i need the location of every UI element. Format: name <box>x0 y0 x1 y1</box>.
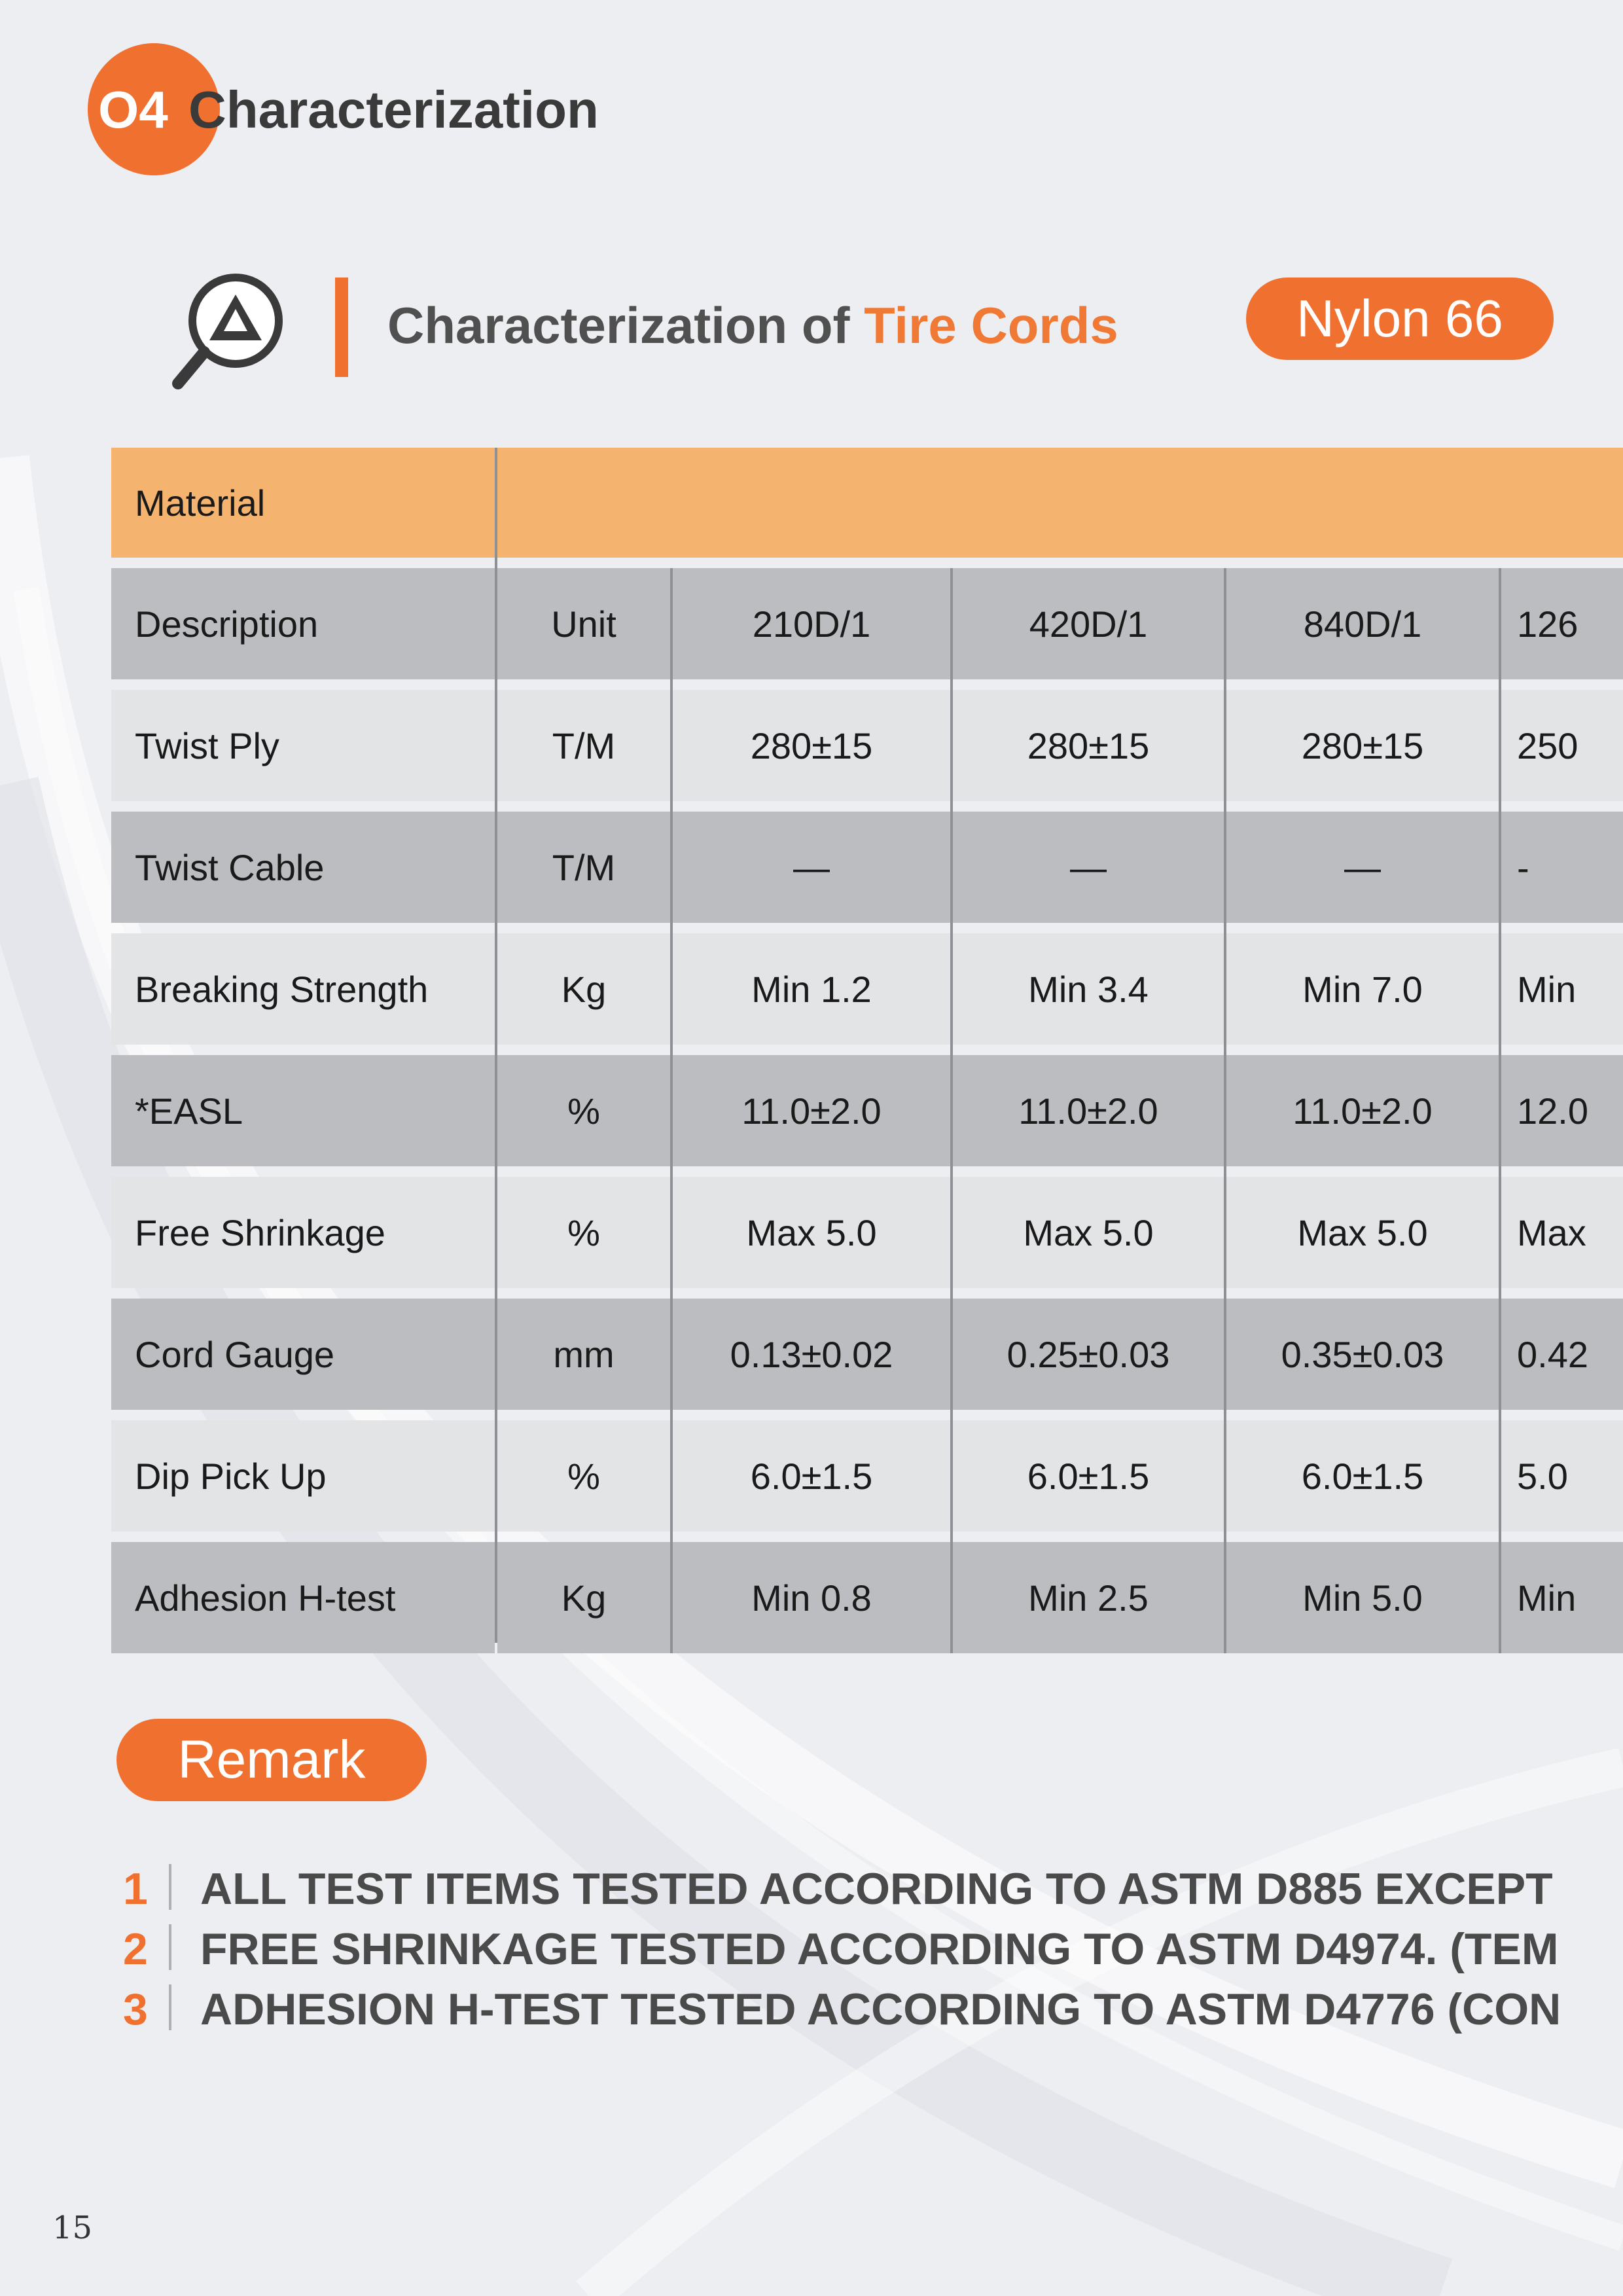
value-text: Max 5.0 <box>1023 1211 1154 1253</box>
value-text: 280±15 <box>750 725 873 766</box>
value-text: Min 3.4 <box>1028 968 1149 1010</box>
unit-cell <box>497 1055 670 1166</box>
value-text: 0.13±0.02 <box>730 1333 893 1375</box>
note-1 <box>123 1864 1553 1915</box>
value-text: Max 5.0 <box>746 1211 877 1253</box>
row-label-cell <box>111 690 495 801</box>
value-cell <box>1226 1542 1499 1653</box>
value-text: Max 5.0 <box>1297 1211 1428 1253</box>
row-label: Dip Pick Up <box>135 1455 327 1497</box>
note-number: 3 <box>123 1984 148 2034</box>
row-label-cell <box>111 933 495 1045</box>
note-separator <box>169 1924 171 1970</box>
note-text: ALL TEST ITEMS TESTED ACCORDING TO ASTM D885 EXCEPT <box>200 1864 1553 1914</box>
value-text: 840D/1 <box>1303 603 1422 645</box>
value-cell <box>953 933 1224 1045</box>
value-cell <box>673 568 950 679</box>
note-number: 1 <box>123 1864 148 1914</box>
value-text: — <box>1070 846 1107 888</box>
value-text: 280±15 <box>1027 725 1150 766</box>
value-cell <box>673 933 950 1045</box>
value-cell <box>1501 812 1623 923</box>
value-cell <box>1501 1177 1623 1288</box>
column-divider <box>495 448 497 1643</box>
section-title-accent: Tire Cords <box>864 296 1118 354</box>
value-text: Min <box>1517 968 1577 1010</box>
unit-text: T/M <box>552 846 616 888</box>
value-text: 11.0±2.0 <box>741 1090 882 1132</box>
note-separator <box>169 1864 171 1910</box>
row-label: Free Shrinkage <box>135 1211 385 1253</box>
value-cell <box>1226 1420 1499 1532</box>
magnifier-icon <box>164 268 294 399</box>
unit-text: T/M <box>552 725 616 766</box>
row-label-cell <box>111 812 495 923</box>
remark-badge: Remark <box>116 1719 427 1801</box>
value-cell <box>1226 933 1499 1045</box>
unit-cell <box>497 568 670 679</box>
section-title-prefix: Characterization of <box>387 296 865 354</box>
value-text: Min 5.0 <box>1302 1577 1423 1619</box>
value-cell <box>953 1420 1224 1532</box>
value-cell <box>1226 690 1499 801</box>
value-cell <box>1501 1055 1623 1166</box>
unit-text: % <box>567 1211 600 1253</box>
material-label: Material <box>135 482 266 524</box>
value-cell <box>673 812 950 923</box>
section-divider <box>335 278 348 377</box>
row-label-cell <box>111 1177 495 1288</box>
note-2 <box>123 1924 1559 1975</box>
value-text: Max <box>1517 1211 1586 1253</box>
value-cell <box>1226 1177 1499 1288</box>
value-cell <box>673 1177 950 1288</box>
value-cell <box>1501 1542 1623 1653</box>
value-text: 11.0±2.0 <box>1018 1090 1158 1132</box>
row-label: Twist Ply <box>135 725 279 766</box>
row-label: Breaking Strength <box>135 968 429 1010</box>
unit-text: Unit <box>551 603 616 645</box>
value-text: 6.0±1.5 <box>1027 1455 1150 1497</box>
page-title: Characterization <box>188 81 599 139</box>
value-text: 6.0±1.5 <box>1301 1455 1424 1497</box>
value-text: Min 2.5 <box>1028 1577 1149 1619</box>
unit-cell <box>497 690 670 801</box>
value-text: 11.0±2.0 <box>1293 1090 1433 1132</box>
value-cell <box>1501 933 1623 1045</box>
value-text: — <box>793 846 830 888</box>
value-text: Min 1.2 <box>751 968 872 1010</box>
value-cell <box>953 812 1224 923</box>
value-text: 6.0±1.5 <box>750 1455 873 1497</box>
unit-cell <box>497 933 670 1045</box>
value-cell <box>953 1177 1224 1288</box>
value-cell <box>1501 690 1623 801</box>
row-label-cell <box>111 1055 495 1166</box>
note-number: 2 <box>123 1924 148 1974</box>
value-text: 250 <box>1517 725 1578 766</box>
note-text: ADHESION H-TEST TESTED ACCORDING TO ASTM D4776 (CON <box>200 1984 1561 2034</box>
value-text: 280±15 <box>1301 725 1424 766</box>
unit-cell <box>497 1420 670 1532</box>
row-label: *EASL <box>135 1090 243 1132</box>
row-label-cell <box>111 1299 495 1410</box>
note-3 <box>123 1984 1561 2036</box>
value-text: 12.0 <box>1517 1090 1588 1132</box>
section-number: O4 <box>98 81 168 139</box>
row-label-cell <box>111 1542 495 1653</box>
section-title <box>387 296 1118 354</box>
note-text: FREE SHRINKAGE TESTED ACCORDING TO ASTM D4974. (TEM <box>200 1924 1559 1974</box>
value-cell <box>953 1542 1224 1653</box>
value-cell <box>673 1299 950 1410</box>
value-cell <box>1501 568 1623 679</box>
unit-text: % <box>567 1090 600 1132</box>
unit-text: Kg <box>561 968 607 1010</box>
unit-text: Kg <box>561 1577 607 1619</box>
value-cell <box>953 1055 1224 1166</box>
value-text: 0.25±0.03 <box>1007 1333 1170 1375</box>
value-cell <box>673 690 950 801</box>
value-cell <box>673 1420 950 1532</box>
value-text: 0.35±0.03 <box>1281 1333 1444 1375</box>
column-divider <box>670 568 673 1653</box>
value-text: 126 <box>1517 603 1578 645</box>
value-text: 210D/1 <box>752 603 871 645</box>
unit-cell <box>497 1299 670 1410</box>
page-number: 15 <box>52 2210 93 2246</box>
row-label: Twist Cable <box>135 846 325 888</box>
row-label: Description <box>135 603 319 645</box>
value-cell <box>1226 812 1499 923</box>
value-text: — <box>1344 846 1381 888</box>
value-cell <box>953 568 1224 679</box>
column-divider <box>950 568 953 1653</box>
value-text: Min 7.0 <box>1302 968 1423 1010</box>
unit-text: % <box>567 1455 600 1497</box>
column-divider <box>1224 568 1226 1653</box>
row-label: Adhesion H-test <box>135 1577 396 1619</box>
unit-cell <box>497 1542 670 1653</box>
material-badge: Nylon 66 <box>1246 278 1554 360</box>
value-cell <box>953 690 1224 801</box>
value-text: 5.0 <box>1517 1455 1568 1497</box>
value-cell <box>953 1299 1224 1410</box>
value-cell <box>1226 1299 1499 1410</box>
unit-cell <box>497 812 670 923</box>
value-cell <box>673 1055 950 1166</box>
value-text: - <box>1517 846 1529 888</box>
unit-cell <box>497 1177 670 1288</box>
value-cell <box>1501 1420 1623 1532</box>
row-label-cell <box>111 1420 495 1532</box>
value-cell <box>673 1542 950 1653</box>
note-separator <box>169 1984 171 2030</box>
value-cell <box>1226 1055 1499 1166</box>
column-divider <box>1499 568 1501 1653</box>
unit-text: mm <box>553 1333 615 1375</box>
row-label-cell <box>111 568 495 679</box>
row-label: Cord Gauge <box>135 1333 335 1375</box>
material-row <box>111 448 1623 558</box>
value-cell <box>1501 1299 1623 1410</box>
value-cell <box>1226 568 1499 679</box>
value-text: 420D/1 <box>1029 603 1148 645</box>
value-text: Min 0.8 <box>751 1577 872 1619</box>
value-text: Min <box>1517 1577 1577 1619</box>
value-text: 0.42 <box>1517 1333 1588 1375</box>
